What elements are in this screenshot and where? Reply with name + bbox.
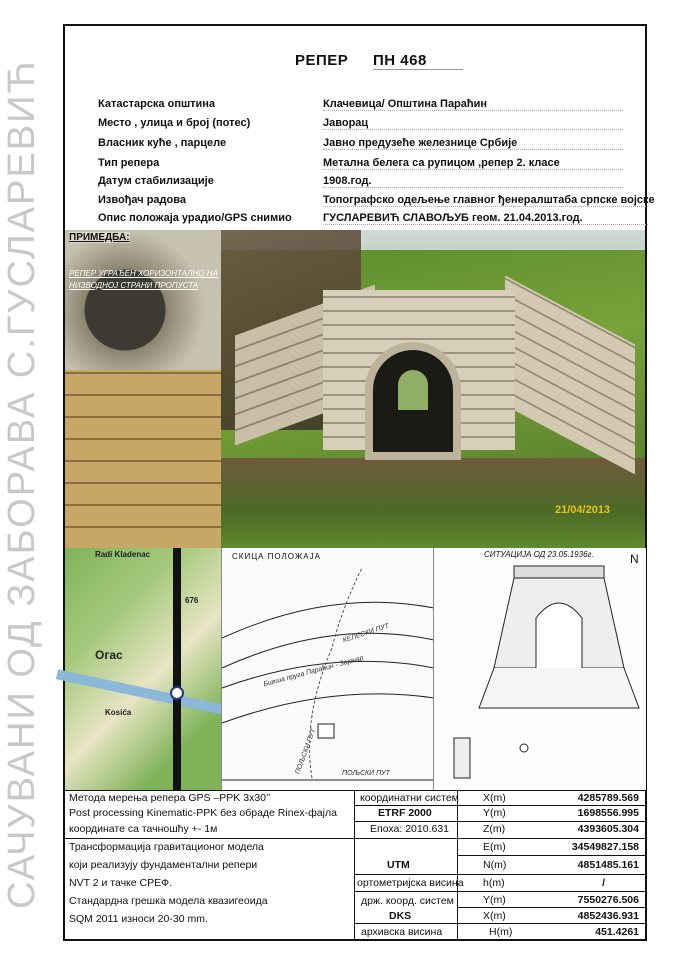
- info-value: Топографско одељење главног ђенералштаба српске војске: [323, 194, 655, 206]
- coord-value: 7550276.506: [577, 894, 639, 906]
- info-value: Метална белега са рупицом ,репер 2. класе: [323, 157, 623, 170]
- method-text: координате са тачношћу +- 1м: [69, 823, 218, 835]
- ortho-height-label: ортометријска висина: [357, 877, 464, 889]
- method-text: Стандардна грешка модела квазигеоида: [69, 895, 268, 907]
- map-railway-line: [173, 548, 181, 790]
- photo-ground: [221, 458, 645, 548]
- coord-value: 4285789.569: [577, 792, 639, 804]
- road-label: ПОЉСКИ ПУТ: [294, 727, 318, 776]
- info-row-cadastral: [98, 98, 646, 116]
- road-label: ПОЉСКИ ПУТ: [342, 770, 390, 777]
- map-label: 676: [185, 596, 199, 605]
- utm-label: UTM: [387, 859, 410, 871]
- epoch-label: Епоха: 2010.631: [370, 823, 450, 835]
- measurements-table: [65, 790, 645, 939]
- coord-value: 4393605.304: [577, 823, 639, 835]
- note-label: ПРИМЕДБА:: [69, 232, 130, 243]
- coord-label: Y(m): [483, 807, 506, 819]
- situation-drawing: [433, 548, 646, 790]
- coord-value: 451.4261: [595, 926, 639, 938]
- lower-drawings: [65, 548, 645, 790]
- coord-value: 4852436.931: [577, 910, 639, 922]
- etrf-label: ETRF 2000: [378, 807, 432, 819]
- north-arrow-icon: N: [630, 552, 639, 566]
- tunnel-exit-light: [398, 370, 428, 410]
- situation-title: СИТУАЦИЈА ОД 23.05.1936г.: [484, 550, 594, 559]
- map-label: Radi Kladenac: [95, 550, 151, 559]
- map-benchmark-marker: [170, 686, 184, 700]
- method-text: који реализују фундаментални репери: [69, 859, 258, 871]
- dks-label: DKS: [389, 910, 412, 922]
- info-label: Опис положаја урадио/GPS снимио: [98, 212, 292, 224]
- watermark: САЧУВАНИ ОД ЗАБОРАВА С.ГУСЛАРЕВИЋ: [1, 59, 43, 909]
- coord-label: Y(m): [483, 894, 506, 906]
- sketch-title: СКИЦА ПОЛОЖАЈА: [232, 552, 321, 561]
- coord-value: 4851485.161: [577, 859, 639, 871]
- info-label: Власник куће , парцеле: [98, 137, 227, 149]
- benchmark-sheet: [63, 24, 655, 941]
- coord-label: E(m): [483, 841, 506, 853]
- coord-label: N(m): [483, 859, 507, 871]
- map-label: Огас: [95, 648, 123, 662]
- title-code: ПН 468: [373, 52, 463, 70]
- info-label: Тип репера: [98, 157, 160, 169]
- title-prefix: РЕПЕР: [295, 52, 349, 69]
- note-text: РЕПЕР УГРАЂЕН ХОРИЗОНТАЛНО НА НИЗВОДНОЈ СТРАНИ ПРОПУСТА: [69, 269, 218, 290]
- coord-value: 34549827.158: [571, 841, 639, 853]
- coord-label: Z(m): [483, 823, 506, 835]
- info-label: Место , улица и број (потес): [98, 117, 251, 129]
- info-row-owner: [98, 137, 646, 155]
- info-row-contractor: [98, 194, 655, 212]
- coord-label: H(m): [489, 926, 513, 938]
- info-value: Јаворац: [323, 117, 623, 130]
- photo-date-stamp: 21/04/2013: [555, 504, 611, 516]
- map-river: [56, 669, 234, 716]
- info-value: Клачевица/ Општина Параћин: [323, 98, 623, 111]
- coord-value: 1698556.995: [577, 807, 639, 819]
- coord-label: h(m): [483, 877, 505, 889]
- culvert-detail-photo: [65, 370, 221, 548]
- page-title: [295, 52, 495, 74]
- topo-map: [65, 548, 221, 790]
- method-text: SQM 2011 износи 20-30 mm.: [69, 913, 208, 925]
- state-system-label: држ. коорд. систем: [361, 895, 454, 907]
- info-row-type: [98, 157, 646, 175]
- method-text: Трансформација гравитационог модела: [69, 841, 264, 853]
- benchmark-closeup-photo: [65, 230, 221, 370]
- method-text: Метода мерења репера GPS –PPK 3x30’’: [69, 792, 271, 804]
- coord-label: X(m): [483, 910, 506, 922]
- photo-area: [65, 230, 645, 548]
- method-text: Post processing Kinematic-PPK без обраде Rinex-фајла: [69, 807, 337, 819]
- info-value: Јавно предузеће железнице Србије: [323, 137, 623, 150]
- coord-value: /: [602, 877, 605, 889]
- info-label: Датум стабилизације: [98, 175, 214, 187]
- info-row-place: [98, 117, 646, 135]
- road-label: Бивша пруга Параћин - Зајечар: [262, 654, 365, 689]
- culvert-elevation-drawing: [434, 548, 646, 790]
- map-label: Kosića: [105, 708, 132, 717]
- info-value: 1908.год.: [323, 175, 623, 188]
- info-value: ГУСЛАРЕВИЋ СЛАВОЉУБ геом. 21.04.2013.год.: [323, 212, 648, 225]
- method-text: NVT 2 и тачке СРЕФ.: [69, 877, 172, 889]
- info-label: Катастарска општина: [98, 98, 216, 110]
- location-sketch: [221, 548, 434, 790]
- info-row-surveyor: [98, 212, 646, 230]
- coord-label: X(m): [483, 792, 506, 804]
- archive-height-label: архивска висина: [361, 926, 443, 938]
- road-label: КЕЛЕСКИ ПУТ: [342, 622, 391, 645]
- info-row-date: [98, 175, 646, 193]
- coord-system-label: координатни систем: [360, 792, 459, 804]
- info-label: Извођач радова: [98, 194, 186, 206]
